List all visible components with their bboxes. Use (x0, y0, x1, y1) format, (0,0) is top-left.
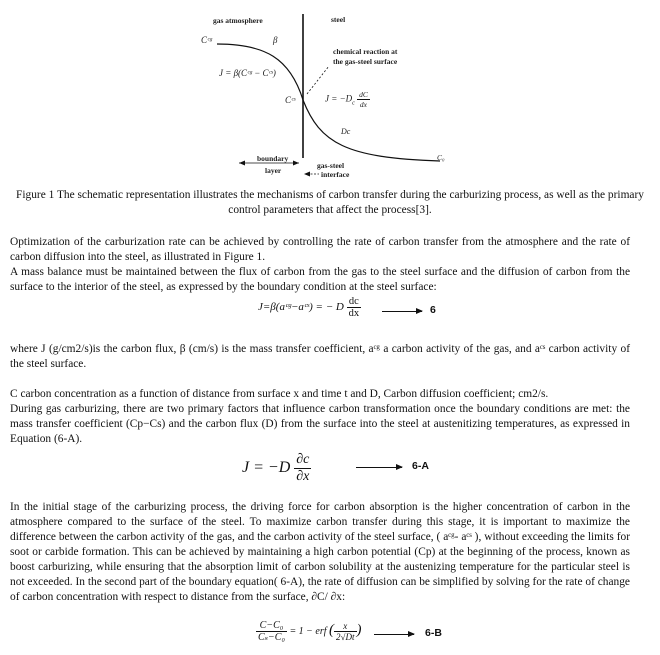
c0-label: C₀ (437, 153, 445, 162)
equation-6a-tag: 6-A (412, 460, 429, 472)
equation-6b: $\frac{\text{C−C₀}}{\text{Cₛ−C₀}}$ = 1 − erf ( $\frac{x}{2√Dt}$ ) (258, 620, 362, 643)
steel-concentration-curve (303, 100, 440, 161)
equation-6-tag: 6 (430, 304, 436, 316)
paragraph-3: where J (g/cm2/s)is the carbon flux, β (cm/s) is the mass transfer coefficient, aᶜᵍ a carbon activity of the gas, and aᶜˢ carbon activity of the steel surface. (10, 343, 630, 370)
carbon-transfer-figure (195, 8, 465, 183)
interface-label-2: interface (321, 170, 350, 179)
boundary-label: boundary (257, 154, 289, 163)
interface-label: gas-steel (317, 161, 345, 170)
paragraph-5: During gas carburizing, there are two primary factors that influence carbon transformation once the boundary conditions are met: the mass transfer coefficient (Cp−Cs) and the carbon flux (D) from the surface into the steel at austenitizing temperatures, as expressed in Equation (6-A). (10, 403, 630, 445)
reaction-label-2: the gas-steel surface (333, 57, 398, 66)
equation-6-arrow (382, 311, 422, 312)
paragraph-2: A mass balance must be maintained between the flux of carbon from the gas to the steel surface and the diffusion of carbon from the surface to the interior of the steel, as expressed by the boundary condition at the steel surface: (10, 266, 630, 293)
surface-carbon-label: Cᶜˢ (285, 95, 296, 105)
diffusion-equation-label: $J = -D_c$ $\frac{dC}{dx}$ (325, 90, 368, 109)
gas-carbon-label: Cᶜᵍ (201, 35, 212, 45)
dc-label: Dc (341, 127, 351, 136)
equation-6b-arrow (374, 634, 414, 635)
equation-6a: J = −D $\frac{\partial c}{\partial x}$ (242, 452, 310, 484)
reaction-label: chemical reaction at (333, 47, 398, 56)
layer-label: layer (265, 166, 282, 175)
flux-equation-label: J = β(Cᶜᵍ − Cᶜˢ) (219, 68, 276, 78)
beta-label: β (273, 35, 278, 45)
equation-6b-tag: 6-B (425, 627, 442, 639)
paragraph-1: Optimization of the carburization rate can be achieved by controlling the rate of carbon transfer from the atmosphere and the rate of carbon diffusion into the steel, as illustrated in Figure 1. (10, 236, 630, 263)
equation-6a-arrow (356, 467, 402, 468)
equation-6: J=β(aᶜᵍ−aᶜˢ) = − D $\frac{dc}{dx}$ (258, 296, 360, 319)
paragraph-4: C carbon concentration as a function of distance from surface x and time t and D, Carbon diffusion coefficient; cm2/s. (10, 388, 549, 400)
gas-atmosphere-label: gas atmosphere (213, 16, 263, 25)
steel-label: steel (331, 15, 346, 24)
paragraph-6: In the initial stage of the carburizing process, the driving force for carbon absorption is the higher concentration of carbon in the atmosphere compared to the surface of the steel. To maximize carbon transfer during this stage, it is important to maximize the difference between the carbon activity of the gas, and the carbon activity of the steel surface, ( aᶜᵍ- aᶜˢ ), without exceeding the limits for soot or carbide formation. This can be achieved by maintaining a high carbon potential (Cp) at the beginning of the process, known as boost carburizing, while ensuring that the absorption limit of carbon solubility at the austenizing temperature for the particular steel is not exceeded. In the second part of the boundary equation( 6-A), the rate of diffusion can be simplified by solving for the rate of change of carbon concentration with respect to distance from the surface, ∂C/ ∂x: (10, 501, 630, 603)
figure-caption: Figure 1 The schematic representation illustrates the mechanisms of carbon transfer during the carburizing process, as well as the primary control parameters that affect the process[3]. (16, 189, 644, 216)
